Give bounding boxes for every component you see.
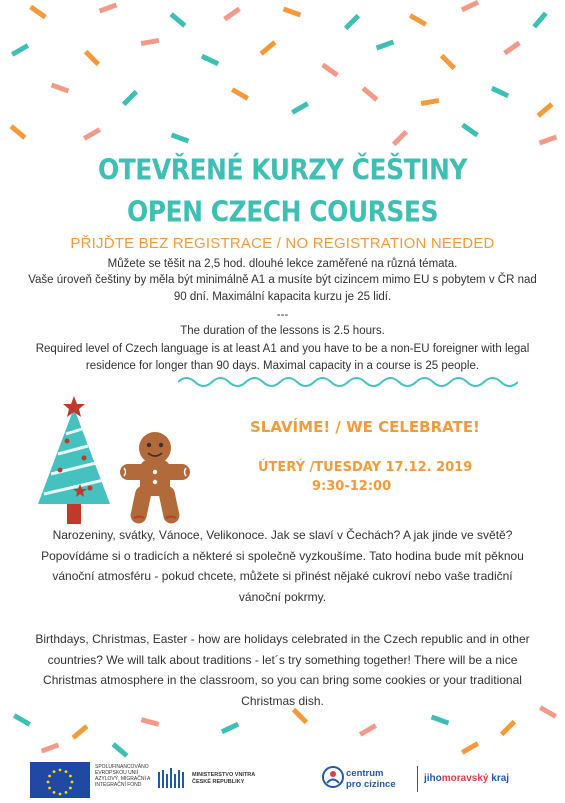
confetti-piece	[409, 13, 427, 26]
ministry-text	[192, 772, 255, 786]
jmk-part-3: kraj	[488, 773, 510, 784]
confetti-piece	[51, 83, 70, 94]
christmas-tree-icon	[34, 396, 114, 526]
cpc-line-1: centrum	[346, 768, 384, 779]
jmk-part-1: jiho	[424, 773, 442, 784]
confetti-piece	[171, 133, 190, 144]
confetti-piece	[71, 724, 88, 739]
confetti-piece	[111, 742, 128, 757]
no-registration-subtitle: PŘIJĎTE BEZ REGISTRACE / NO REGISTRATION NEEDED	[70, 235, 495, 252]
title-czech: OTEVŘENÉ KURZY ČEŠTINY	[98, 152, 467, 187]
confetti-piece	[83, 127, 101, 140]
confetti-piece	[221, 722, 239, 734]
confetti-piece	[231, 87, 249, 100]
confetti-piece	[500, 720, 516, 736]
confetti-piece	[461, 123, 479, 137]
confetti-piece	[223, 7, 241, 21]
cpc-text	[346, 768, 396, 790]
footer-divider	[417, 766, 418, 792]
intro-separator: ---	[276, 309, 289, 321]
confetti-piece	[344, 14, 360, 30]
confetti-piece	[376, 40, 395, 51]
confetti-piece	[392, 130, 408, 146]
confetti-piece	[491, 86, 509, 98]
cpc-logo-icon	[322, 766, 344, 788]
event-date: ÚTERÝ /TUESDAY 17.12. 2019	[258, 460, 473, 475]
confetti-piece	[440, 54, 456, 70]
celebrate-heading: SLAVÍME! / WE CELEBRATE!	[250, 418, 480, 436]
confetti-piece	[431, 715, 450, 726]
confetti-piece	[41, 743, 60, 754]
title-english: OPEN CZECH COURSES	[126, 194, 439, 229]
intro-cz-line-3: 90 dní. Maximální kapacita kurzu je 25 lidí.	[173, 291, 392, 303]
confetti-piece	[539, 135, 558, 146]
cpc-line-2: pro cizince	[346, 779, 396, 790]
description-english: Birthdays, Christmas, Easter - how are holidays celebrated in the Czech republic and in other countries? We will talk about traditions - let´s try something together! There will be a nice Christmas atmosphere in the classroom, so you can bring some cookies or your traditional Christmas dish.	[35, 632, 530, 708]
ministry-line-1: MINISTERSTVO VNITRA	[192, 772, 256, 778]
confetti-piece	[141, 38, 160, 46]
confetti-piece	[13, 713, 31, 726]
confetti-piece	[291, 101, 309, 114]
confetti-piece	[421, 98, 440, 106]
confetti-piece	[461, 0, 479, 12]
event-time: 9:30-12:00	[312, 479, 392, 494]
ministry-line-2: ČESKÉ REPUBLIKY	[192, 779, 245, 785]
confetti-piece	[84, 50, 100, 66]
description-czech: Narozeniny, svátky, Vánoce, Velikonoce. Jak se slaví v Čechách? A jak jinde ve světě? Popovídáme si o tradicích a některé si společně vyzkoušíme. Tato hodina bude mít pěknou vánoční atmosféru - pokud chcete, můžete si přinést nějaké cukroví nebo vaše tradiční vánoční pokrmy.	[41, 528, 524, 604]
confetti-piece	[536, 102, 553, 117]
confetti-piece	[461, 741, 479, 754]
eu-flag-icon	[30, 762, 90, 798]
gingerbread-man-icon	[116, 430, 194, 526]
confetti-piece	[503, 41, 521, 55]
confetti-piece	[532, 11, 547, 28]
confetti-piece	[359, 723, 377, 736]
confetti-piece	[361, 86, 378, 101]
confetti-piece	[321, 63, 339, 77]
confetti-piece	[201, 54, 219, 66]
ministry-logo-icon	[158, 768, 188, 790]
intro-en-line-3: residence for longer than 90 days. Maximal capacity in a course is 25 people.	[85, 360, 480, 372]
jmk-part-2: moravský	[441, 773, 489, 784]
intro-cz-line-1: Můžete se těšit na 2,5 hod. dlouhé lekce zaměřené na různá témata.	[107, 258, 458, 270]
confetti-piece	[11, 43, 29, 56]
intro-en-line-2: Required level of Czech language is at least A1 and you have to be a non-EU foreigner with legal	[35, 343, 530, 355]
confetti-piece	[259, 40, 276, 55]
confetti-piece	[122, 90, 138, 106]
confetti-piece	[141, 717, 160, 726]
intro-en-line-1: The duration of the lessons is 2.5 hours.	[180, 325, 385, 337]
intro-cz-line-2: Vaše úroveň češtiny by měla být minimálně A1 a musíte být cizincem mimo EU s pobytem v ČR nad	[28, 274, 537, 286]
confetti-piece	[169, 12, 186, 27]
jmk-logo-text	[424, 773, 509, 784]
confetti-piece	[283, 7, 302, 18]
confetti-piece	[99, 3, 118, 14]
eu-funding-text: SPOLUFINANCOVÁNO EVROPSKOU UNIÍ AZYLOVÝ, MIGRAČNÍ A INTEGRAČNÍ FOND	[95, 764, 151, 788]
wavy-divider	[178, 374, 518, 390]
confetti-piece	[9, 124, 26, 139]
confetti-piece	[29, 5, 47, 19]
confetti-piece	[539, 705, 557, 718]
